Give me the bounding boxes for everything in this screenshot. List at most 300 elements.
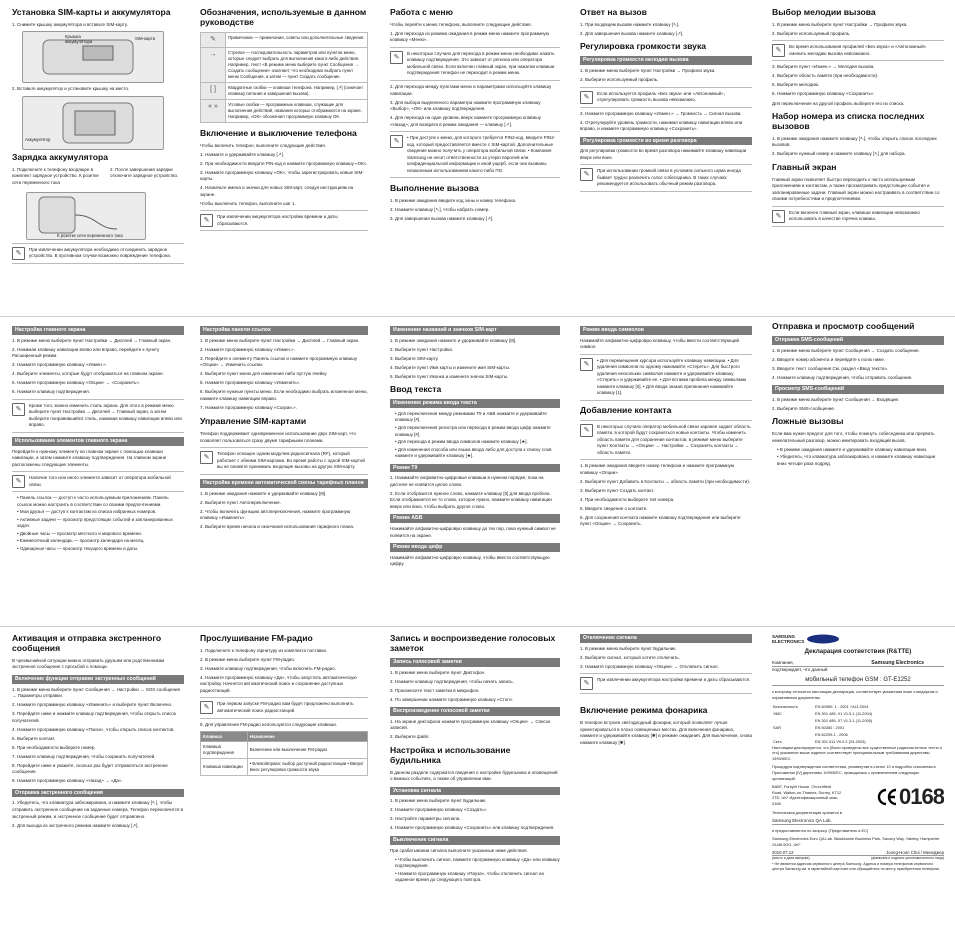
subheading: Регулировка громкости мелодии вызова [580, 56, 752, 65]
note [390, 47, 560, 81]
note [772, 206, 944, 227]
note-text: Наличие того или иного элемента зависит от оператора мобильной связи. [29, 475, 171, 487]
step: 2. После завершения зарядки отключите зарядное устройство. [110, 166, 179, 179]
signer-name: Joong-Hoon Choi / Менеджер [886, 849, 944, 855]
table-cell: ЭМС [773, 710, 782, 716]
step: 4. Отрегулируйте уровень громкости, нажимая клавишу навигации влево или вправо, и нажмите программную клавишу «Сохранить». [580, 119, 743, 132]
note-text: При извлечении аккумулятора настройки времени и даты сбрасываются. [597, 677, 751, 683]
heading-fake-calls: Ложные вызовы [772, 416, 844, 427]
table-row [772, 717, 944, 724]
step: 3. Нажмите программную клавишу «Измен.» → Громкость → Сигнал вызова. [580, 110, 742, 116]
table-row [201, 758, 368, 775]
heading-sos: Активация и отправка экстренного сообщения [12, 634, 162, 653]
note-text: Телефон оснащен одним модулем радиосигнала (RF), который работает с обеими SIM-картами. Во время работы с одной SIM-картой вы не сможете принимать входящие вызовы на другую SIM-карту. [217, 451, 365, 470]
step: 9. Нажмите программную клавишу «Назад» → «Да». [12, 778, 123, 784]
subheading: Просмотр SMS-сообщений [772, 385, 944, 394]
table-cell: SAR [773, 724, 781, 730]
step: 1. В режиме меню выберите пункт Сообщения → Создать сообщение. [772, 347, 920, 353]
r2-col2 [200, 322, 368, 620]
step: 1. В режиме ожидания введите код зоны и номер телефона. [390, 198, 517, 204]
paragraph: Нажимайте алфавитно-цифровую клавишу до тех пор, пока нужный символ не появится на экране. [390, 526, 556, 538]
label-battery: Аккумулятор [25, 136, 51, 142]
step: 4. Нажмите программную клавишу «Сохранить» или клавишу подтверждения. [390, 825, 555, 831]
note-icon: ✎ [390, 51, 403, 64]
notified-body-row [772, 784, 944, 810]
subheading: Режим ввода цифр [390, 543, 560, 552]
heading-charging: Зарядка аккумулятора [12, 151, 109, 162]
paragraph: подтверждает, что данный [772, 666, 828, 672]
r1-col4 [580, 8, 752, 308]
subheading: Изменение названий и значков SIM-карт [390, 326, 560, 335]
heading-voice-notes: Запись и воспроизведение голосовых заметок [390, 634, 556, 653]
bullet: • Двойные часы — просмотр местного и мирового времени. [17, 530, 142, 536]
r1-col2 [200, 8, 368, 308]
step: 5. Выберите контакт. [12, 735, 56, 741]
heading-menu: Работа с меню [390, 8, 453, 17]
paragraph: Главный экран позволяет быстро переходить к часто используемым приложениям и контактам, а также просматривать предстоящие события и запланированные задачи. Главный экран можно настраивать в соответствии со своими потребностями и предпочтениями. [772, 176, 940, 202]
ce-logo-icon [876, 787, 898, 807]
heading-recent-calls: Набор номера из списка последних вызовов [772, 111, 925, 131]
step: 4. Выберите пункт меню для изменения либо пустую ячейку. [200, 371, 328, 377]
note-icon: ✎ [390, 135, 403, 148]
paragraph: и предоставляется по запросу. (Представитель в ЕС) [772, 827, 869, 833]
note-icon: ✎ [200, 701, 213, 714]
step: 3. Нажмите программную клавишу «Опции» → Отключить сигнал. [580, 663, 719, 669]
step: 1. В режиме меню выберите пункт Диктофон. [390, 669, 486, 675]
subheading: Включение функции отправки экстренных сообщений [12, 675, 184, 684]
legend-text: Примечание — примечания, советы или дополнительные сведения. [226, 32, 368, 47]
heading-make-call: Выполнение вызова [390, 183, 479, 194]
bullet: • Одинарные часы — просмотр текущего времени и даты. [17, 545, 139, 551]
note-icon: ✎ [580, 168, 593, 181]
legend-text: Квадратные скобки — клавиши телефона. Например, [↗] (означает клавишу питания и завершения вызова). [226, 82, 368, 99]
table-cell: Клавиша подтверждения [201, 741, 248, 758]
step: 3. Нажмите программную клавишу «ОК», чтобы зарегистрировать новые SIM-карты. [200, 169, 364, 182]
step: 1. В режиме меню выберите пункт Настройки → Профили звука. [772, 21, 908, 27]
table-cell: EN 301 511 V9.0.2 (03-2003) [815, 738, 866, 744]
caption: (место и дата выпуска) [772, 855, 810, 860]
step: 6. При необходимости выберите номер. [12, 744, 96, 750]
step: 2. Для перехода между пунктами меню и параметрами используйте клавишу навигации. [390, 83, 552, 96]
company-label: Компания, [772, 659, 794, 665]
step: 1. В режиме меню выберите пункт Настройки → Профили звука. [580, 68, 716, 74]
heading-text-input: Ввод текста [390, 384, 442, 395]
step: 1. Нажимайте алфавитно-цифровые клавиши в нужном порядке, пока на дисплее не появится целое слово. [390, 475, 544, 487]
bullet: • Мои друзья — доступ к контактам из списка избранных номеров. [17, 509, 157, 515]
table-row [772, 731, 944, 738]
note-icon: ✎ [200, 214, 213, 227]
step: 5. Для управления FM-радио используются следующие клавиши. [200, 721, 338, 727]
step: 2. Выберите файл. [390, 734, 430, 740]
step: 5. Введите сведения о контакте. [580, 505, 648, 511]
table-cell [772, 731, 814, 738]
signature-captions [772, 856, 944, 860]
step: 4. Нажмите программную клавишу «Поиск», чтобы открыть список контактов. [12, 726, 175, 732]
step: 3. Выберите пункт «Измен.» → Мелодия вызова. [772, 64, 875, 70]
table-cell: Включение или выключение FM-радио [247, 741, 367, 758]
legend-row [201, 82, 368, 99]
footnote: * Не является адресом сервисного центра Samsung. Адреса и номера телефонов сервисного центра Samsung см. в гарантийной карточке или обращайтесь по месту приобретения телефона. [772, 861, 940, 872]
step: 4. Назначьте имена и значки для новых SIM-карт, следуя инструкциям на экране. [200, 185, 354, 197]
bullet: • Нажмите программную клавишу «Пауза», чтобы отключить сигнал на заданное время до следующего повтора. [395, 870, 544, 883]
table-cell [772, 717, 814, 724]
note [12, 243, 184, 264]
step: 2. Выберите нужный номер и нажмите клавишу [↖] для набора. [772, 151, 906, 157]
subheading: Выключение сигнала [390, 836, 560, 845]
label-sim: SIM-карта [135, 36, 156, 42]
paragraph: Для переключения на другой профиль выберите его из списка. [772, 100, 905, 106]
subheading: Отправка SMS-сообщений [772, 336, 944, 345]
paragraph: Перейдите к нужному элементу на главном экране с помощью клавиши навигации, а затем нажмите клавишу подтверждения. На главном экране расположены следующие элементы. [12, 448, 167, 467]
step: 5. Выберите мелодию. [772, 82, 820, 88]
step: 1. В режиме ожидания нажмите и удерживайте клавишу [⊟]. [200, 490, 327, 496]
step: 1. Подключите к телефону входящее в комплект зарядное устройство. К розетке сети переменного тока [12, 166, 99, 185]
bullet: • Убедитесь, что клавиатура заблокирована, и нажмите клавишу навигации вниз четыре раза подряд. [777, 454, 936, 466]
step: 3. Нажмите клавишу подтверждения, чтобы включить FM-радио. [200, 665, 336, 671]
paragraph: При срабатывании сигнала выполните указанные ниже действия. [390, 847, 528, 853]
ce-number: 0168 [899, 783, 944, 809]
r3-col3 [390, 634, 560, 934]
note-icon: ✎ [580, 677, 593, 690]
step: 2. Выберите пункт Настройка. [390, 346, 453, 352]
step: 2. Введите номер абонента и перейдите к полю ниже. [772, 356, 886, 362]
step: 1. Подключите к телефону гарнитуру из комплекта поставки. [200, 647, 328, 653]
bullet: • В режиме ожидания нажмите и удерживайте клавишу навигации вниз. [777, 446, 928, 452]
step: 2. Выберите используемый профиль. [772, 30, 851, 36]
arrow-icon: → [201, 47, 226, 82]
paragraph: Настоящим декларируется, что [были проведены все существенные радиочастотные тесты и что] указанное выше изделие соответствует принципиальным требованиям директивы 1999/5/EC. [772, 744, 942, 762]
r2-col1 [12, 322, 184, 620]
step: 1. В режиме меню выберите пункт Будильник. [580, 645, 677, 651]
step: 1. В режиме ожидания нажмите и удерживайте клавишу [⊟]. [390, 337, 517, 343]
heading-sim-management: Управление SIM-картами [200, 416, 307, 427]
heading-power: Включение и выключение телефона [200, 127, 357, 138]
r3-col4 [580, 634, 752, 934]
declaration-title: Декларация соответствия (R&TTE) [804, 647, 912, 655]
r3-col2 [200, 634, 368, 934]
legend-row [201, 47, 368, 82]
fm-keys-table [200, 731, 368, 776]
step: 6. Нажмите программную клавишу «Сохранить». [772, 91, 875, 97]
charging-steps [12, 167, 184, 189]
step: 1. Нажмите и удерживайте клавишу [↗]. [200, 151, 284, 157]
step: 6. Нажмите клавишу подтверждения. [12, 389, 90, 395]
step: 5. Нажмите программную клавишу «Опции» → «Сохранить». [12, 380, 141, 386]
note [580, 87, 752, 108]
step: 2. При необходимости введите PIN-код и нажмите программную клавишу «ОК». [200, 160, 368, 166]
legend-row [201, 32, 368, 47]
note-text: При извлечении аккумулятора необходимо отсоединить зарядное устройство. В противном случае возможно повреждение телефона. [29, 246, 172, 259]
paragraph: В данном разделе содержатся сведения о настройке будильника и оповещений о важных событиях, а также об управлении ими. [390, 769, 558, 782]
heading-volume: Регулировка громкости звука [580, 41, 707, 52]
step: 3. Для выбора выделенного параметра нажмите программную клавишу «Выбор», «ОК» или клавишу подтверждения. [390, 99, 541, 112]
step: 2. Выберите сигнал, который хотите отключить. [580, 654, 680, 660]
step: 3. Для завершения вызова нажмите клавишу [↗]. [390, 216, 494, 222]
paragraph: Нажимайте алфавитно-цифровую клавишу, чтобы ввести соответствующий символ. [580, 337, 740, 350]
note [12, 471, 184, 492]
step: 7. Нажмите клавишу подтверждения, чтобы сохранить получателей. [12, 753, 156, 759]
battery-illustration [22, 96, 164, 150]
paragraph: Телефон поддерживает одновременное использование двух SIM-карт, что позволяет пользоваться сразу двумя тарифными планами. [200, 431, 357, 443]
step: 4. Для перехода на один уровень вверх нажмите программную клавишу «Назад»; для возврата в режим ожидания — клавишу [↗]. [390, 115, 541, 127]
step: 3. Введите текст сообщения См. раздел «Ввод текста». [772, 365, 889, 371]
step: 1. В режиме ожидания нажмите клавишу [↖], чтобы открыть список последних вызовов. [772, 135, 937, 148]
legend-row [201, 99, 368, 122]
step: 1. Для перехода из режима ожидания в режим меню нажмите программную клавишу «Меню». [390, 30, 550, 43]
table-row [772, 703, 944, 710]
paragraph: к которому относится настоящая декларация, соответствует указанным ниже стандартам и нормативным документам. [772, 688, 938, 700]
note [580, 420, 752, 461]
step: 1. В режиме меню выберите пункт Сообщения → Входящие. [772, 396, 900, 402]
step: 5. Выберите пункт Иконка и измените значок SIM-карты. [390, 373, 509, 379]
bullet: • Чтобы выключить сигнал, нажмите программную клавишу «Да» или клавишу подтверждения. [395, 856, 560, 869]
heading-home-screen: Главный экран [772, 161, 837, 172]
table-row [201, 741, 368, 758]
bullet: • Для перехода в режим ввода символов нажмите клавишу [★]. [395, 439, 528, 445]
subheading: Воспроизведение голосовой заметки [390, 707, 560, 716]
address: Samsung Electronics Euro QA Lab. Blackbushe Business Park, Saxony Way, Yateley, Hampshire, GU46 6GG, UK* [772, 836, 941, 847]
note-icon: ✎ [201, 32, 226, 47]
step: 3. Настройте параметры сигнала. [390, 816, 461, 822]
step: 6. Для сохранения контакта нажмите клавишу подтверждения или выберите пункт «Опции» → Сохранить. [580, 514, 741, 527]
subheading: Режим АБВ [390, 514, 560, 523]
square-brackets-icon: [ ] [201, 82, 226, 99]
table-cell: • Влево/вправо: выбор доступной радиостанции • Вверх/вниз: регулировка громкости звука [247, 758, 367, 775]
table-cell: EN 301 489- 07 V1.3.1 (11-2005) [815, 717, 873, 723]
step: 3. Нажмите программную клавишу «Измен.». [12, 362, 107, 368]
table-row [772, 724, 944, 731]
step: 2. Нажмите программную клавишу «Изменить» и выберите пункт Включено. [12, 702, 173, 708]
step: 3. Чтобы включить функцию автопереключения, нажмите программную клавишу «Изменить». [200, 508, 351, 521]
step: 4. Выберите область памяти (при необходимости). [772, 73, 879, 79]
note [772, 40, 944, 61]
legend-text: Угловые скобки — программные клавиши, служащие для выполнения действий, названия которых отображаются на экране. Например, «ОК» обозначает программную клавишу ОК. [226, 99, 368, 122]
r3-col5 [772, 634, 944, 934]
note-icon: ✎ [12, 247, 25, 260]
step: 4. Выберите пункт Имя карты и измените имя SIM-карты. [390, 364, 511, 370]
legend-text: Стрелка — последовательность параметров или пунктов меню, которые следует выбрать для выполнения какого-либо действия. Например, текст «В режиме меню выберите пункт Сообщения → Создать сообщение» означает, что необходимо выбрать пункт меню Сообщения, а затем — пункт Создать сообщение. [226, 47, 368, 82]
step: 2. Нажмите клавишу [↖], чтобы набрать номер. [390, 207, 490, 213]
note [200, 210, 368, 231]
company-name: Samsung Electronics [871, 659, 924, 666]
row-divider [0, 626, 955, 627]
table-cell: Безопасность [773, 703, 798, 709]
r3-col1 [12, 634, 184, 934]
bullet: • Для переключения между режимами T9 и АБВ нажмите и удерживайте клавишу [#]. [395, 410, 547, 423]
step: 2. Выберите пункт Добавить в Контакты → область памяти (при необходимости). [580, 478, 751, 484]
r1-col3 [390, 8, 560, 308]
r1-col1 [12, 8, 184, 308]
subheading: Настройка главного экрана [12, 326, 184, 335]
address: BABT, Forsyth House, Churchfield Road, Walton-on-Thames, Surrey, KT12 2TD, UK* Идентификационный знак: 0168 [772, 784, 842, 807]
note-text: • При доступе к меню, для которого требуется PIN2-код, введите PIN2-код, который предоставляется вместе с SIM-картой. Дополнительные сведения можно получить у оператора мобильной связи. • Компания Samsung не несет ответственности за утерю паролей или конфиденциальной информации и иной ущерб, если они вызваны незаконным использованием какого-либо ПО. [407, 135, 556, 173]
step: 3. Произнесите текст заметки в микрофон. [390, 687, 480, 693]
heading-conventions: Обозначения, используемые в данном руководстве [200, 8, 367, 27]
subheading: Отключение сигнала [580, 634, 752, 643]
step: 7. Нажмите программную клавишу «Сохран.». [200, 404, 297, 410]
step: 1. Убедитесь, что клавиатура заблокирована, и нажмите клавишу [↖], чтобы отправить экстренное сообщение на заданные номера. Телефон переключится в экстренный режим, и экстренное сообщение будет отправлено. [12, 800, 184, 819]
step: 1. В режиме меню выберите пункт Настройки → Дисплей → Главный экран. [12, 337, 172, 343]
step: 2. Если отобразится нужное слово, нажмите клавишу [0] для ввода пробела. Если отображается не то слово, которое нужно, нажмите клавишу навигации вверх или вниз, чтобы выбрать другое слово. [390, 490, 552, 509]
note-text: При первом запуске FM-радио вам будет предложено выполнить автоматический поиск радиостанций. [217, 701, 354, 713]
step: 4. Выберите время начала и окончания использования тарифного плана. [200, 524, 355, 530]
r2-col5 [772, 322, 944, 620]
subheading: Изменение режима ввода текста [390, 399, 560, 408]
paragraph: Для регулировки громкости во время разговора нажимайте клавишу навигации вверх или вниз. [580, 148, 747, 160]
product-line: мобильный телефон GSM : GT-E1252 [772, 676, 944, 687]
table-row [772, 738, 944, 745]
step: 6. Выберите нужные пункты меню. Если необходимо выбрать вложенное меню, нажмите клавишу навигации вправо. [200, 389, 368, 401]
heading-answer-call: Ответ на вызов [580, 8, 647, 17]
step: 2. Для завершения вызова нажмите клавишу [↗]. [580, 30, 684, 36]
step: 4. При необходимости выберите тип номера. [580, 496, 675, 502]
step: 2. Вставьте аккумулятор и установите крышку на место. [12, 86, 130, 92]
heading-alarm: Настройка и использование будильника [390, 744, 511, 765]
note-text: В некоторых случаях оператор мобильной связи заранее задает область памяти, в которой будут сохраняться новые контакты. Чтобы изменить область памяти для сохранения контактов, в режиме меню выберите пункт Контакты → «Опции» → Настройки → Сохранять контакты → область памяти. [597, 423, 751, 455]
r1-col5 [772, 8, 944, 308]
note-text: Кроме того, можно изменить стиль экрана. Для этого в режиме меню выберите пункт Настройки → Дисплей → Главный экран, а затем выберите понравившийся стиль, нажимая клавишу навигации влево или вправо. [29, 402, 182, 428]
heading-add-contact: Добавление контакта [580, 404, 672, 415]
table-cell: EN 62209-1 : 2006 [815, 731, 848, 737]
table-cell: EN 50360 : 2001 [815, 724, 845, 730]
step: 4. Нажмите клавишу подтверждения, чтобы отправить сообщение. [772, 374, 913, 380]
subheading: Запись голосовой заметки [390, 658, 560, 667]
note-text: Во время использования профилей «Без звука» и «Автономный» сменить мелодию вызова невозможно. [789, 44, 927, 56]
note-icon: ✎ [772, 44, 785, 57]
label-outlet: К розетке сети переменного тока [57, 232, 123, 238]
note-icon: ✎ [580, 91, 593, 104]
step: 4. Выберите элементы, которые будут отображаться на главном экране. [12, 371, 164, 377]
note-icon: ✎ [580, 358, 593, 371]
paragraph: Чтобы перейти к меню телефона, выполните следующие действия. [390, 21, 532, 27]
paragraph: В телефон встроен светодиодный фонарик, который позволяет лучше ориентироваться в плохо освещенных местах. Для включения фонарика, нажмите и удерживайте клавишу [✱] в режиме ожидания. Для выключения, снова нажмите клавишу [✱]. [580, 720, 752, 745]
column-header: Клавиша [201, 731, 248, 741]
subheading: Отправка экстренного сообщения [12, 789, 184, 798]
subheading: Использование элементов главного экрана [12, 437, 184, 446]
step: 2. Выберите пункт Автопереключение. [200, 499, 281, 505]
heading-messages: Отправка и просмотр сообщений [772, 322, 915, 331]
note-icon: ✎ [580, 424, 593, 437]
note-text: • Для перемещения курсора используйте клавишу навигации. • Для удаления символов по одному нажимайте «Стереть». Для быстрого удаления нескольких символов нажмите и удерживайте клавишу «Стереть» и удерживайте ее. • Для вставки пробела между символами нажмите клавишу [0]. • Для ввода знаков препинания нажимайте клавишу [1]. [597, 357, 747, 396]
step: 2. Нажмите программную клавишу «Создать». [390, 807, 488, 813]
step: 1. В режиме меню выберите пункт Настройки → Дисплей → Главный экран. [200, 337, 360, 343]
note-icon: ✎ [772, 210, 785, 223]
note-icon: ✎ [200, 451, 213, 464]
step: 2. Выберите используемый профиль. [580, 77, 659, 83]
note [12, 399, 184, 433]
note-text: Если используется профиль «Без звука» или «Автономный», отрегулировать громкость вызова невозможно. [597, 90, 725, 103]
lab-name: Samsung Electronics QA Lab. [772, 818, 944, 826]
subheading: Режим ввода символов [580, 326, 752, 335]
angle-brackets-icon: « » [201, 99, 226, 122]
step: 3. Выберите SIM-карту. [390, 355, 439, 361]
table-row [772, 710, 944, 717]
samsung-ellipse-logo [806, 634, 840, 644]
step: 2. В режиме меню выберите пункт FM-радио. [200, 656, 296, 662]
r2-col4 [580, 322, 752, 620]
step: 2. Для выхода из экстренного режима нажмите клавишу [↗]. [12, 822, 139, 828]
paragraph: Чтобы выключить телефон, выполните шаг 1. [200, 200, 296, 206]
subheading: Регулировка громкости во время разговора [580, 137, 752, 146]
note [580, 354, 752, 401]
table-cell: Сеть [773, 738, 782, 744]
note-text: В некоторых случаях для перехода в режим меню необходимо нажать клавишу подтверждения. Это зависит от региона или оператора мобильной связи. Если включен главный экран, при нажатии клавиши подтверждения телефон не переходит в режим меню. [407, 50, 555, 76]
note [200, 447, 368, 475]
table-header [201, 731, 368, 741]
step: 1. На экране диктофона нажмите программную клавишу «Опции» → Список записей. [390, 718, 551, 731]
step: 1. Снимите крышку аккумулятора и вставьте SIM-карту. [12, 21, 128, 27]
r2-col3 [390, 322, 560, 620]
bullet: • Панель ссылок — доступ к часто используемым приложениям. Панель ссылок можно настроить в соответствии со своими предпочтениями. [17, 495, 169, 507]
note [580, 673, 752, 694]
issue-date: 2010.07.12 [772, 849, 794, 855]
table-cell: EN 60950- 1 : 2001 +A11:2004 [815, 703, 869, 709]
column-header: Назначение [247, 731, 367, 741]
ce-mark [876, 784, 944, 810]
note-icon: ✎ [12, 403, 25, 416]
legend-table [200, 32, 368, 123]
heading-sim-install: Установка SIM-карты и аккумулятора [12, 8, 171, 17]
note-text: При использовании громкой связи в условиях сильного шума иногда бывает трудно различить голос собеседника. В таких случаях рекомендуется использовать обычный режим разговора. [597, 168, 741, 187]
heading-flashlight: Включение режима фонарика [580, 705, 708, 716]
step: 5. Нажмите программную клавишу «Изменить». [200, 380, 301, 386]
paragraph: Техническая документация хранится в [772, 809, 842, 815]
step: 3. Перейдите ниже и нажмите клавишу подтверждения, чтобы открыть список получателей. [12, 711, 176, 723]
step: 1. При входящем вызове нажмите клавишу [↖]. [580, 21, 680, 27]
step: 2. Выберите SMS-сообщение. [772, 405, 836, 411]
heading-fm-radio: Прослушивание FM-радио [200, 634, 313, 643]
standards-table [772, 703, 944, 745]
note [390, 131, 560, 178]
step: 4. Нажмите программную клавишу «Да», чтобы запустить автоматическую настройку. Начнется автоматический поиск и сохранение доступных радиостанций. [200, 674, 357, 693]
caption: (фамилия и подпись уполномоченного лица) [871, 855, 944, 860]
paragraph: Нажимайте алфавитно-цифровую клавишу, чтобы ввести соответствующую цифру. [390, 554, 550, 567]
note-text: При извлечении аккумулятора настройки времени и даты сбрасываются. [217, 214, 338, 226]
logo-row [772, 634, 944, 645]
note-icon: ✎ [12, 475, 25, 488]
step: 1. В режиме меню выберите пункт Будильник. [390, 798, 487, 804]
note [580, 164, 752, 192]
note [200, 697, 368, 718]
subheading: Настройка панели ссылок [200, 326, 368, 335]
paragraph: Чтобы включить телефон, выполните следующие действия. [200, 142, 326, 148]
step: 2. Нажмите клавишу подтверждения, чтобы начать запись. [390, 678, 514, 684]
paragraph: В чрезвычайной ситуации можно отправить друзьям или родственникам экстренное сообщение с просьбой о помощи. [12, 657, 165, 670]
label-cover: Крышка аккумулятора [65, 34, 93, 45]
step: 1. В режиме ожидания введите номер телефона и нажмите программную клавишу «Опции». [580, 463, 735, 475]
note-text: Если включен главный экран, клавиши навигации невозможно использовать в качестве горячих клавиш. [789, 209, 920, 222]
subheading: Настройка времени автоматической смены тарифных планов [200, 479, 368, 488]
step: 8. Перейдите ниже и укажите, сколько раз будет отправляться экстренное сообщение. [12, 762, 168, 775]
table-cell: Клавиша навигации [201, 758, 248, 775]
bullet: • Активные задачи — просмотр предстоящих событий и запланированных задач. [17, 516, 173, 529]
bullet: • Для изменения способа или языка ввода либо для доступа к списку слов нажмите и удерживайте клавишу [★]. [395, 446, 552, 459]
bullet: • Ежемесячный календарь — просмотр календаря на месяц. [17, 538, 145, 544]
heading-ringtone: Выбор мелодии вызова [772, 8, 876, 17]
row-divider [0, 316, 955, 317]
company-line [772, 660, 944, 667]
paragraph: Если вам нужен предлог для того, чтобы покинуть собеседника или прервать нежелательный разговор, можно имитировать входящий вызов. [772, 431, 935, 443]
charger-illustration [26, 192, 146, 240]
step: 4. По завершении нажмите программную клавишу «Стоп». [390, 696, 514, 702]
step: 3. Выберите пункт Создать контакт. [580, 487, 655, 493]
step: 2. Нажимая клавишу навигации влево или вправо, перейдите к пункту Расширенный режим. [12, 346, 160, 359]
subheading: Установка сигнала [390, 787, 560, 796]
step: 1. В режиме меню выберите пункт Сообщения → Настройки → SOS сообщения → Параметры отправки. [12, 686, 180, 699]
step: 3. Перейдите к элементу Панель ссылок и нажмите программную клавишу «Опции» → Изменить ссылки. [200, 355, 358, 368]
table-cell: EN 301 489- 01 V1.5.1 (11-2004) [815, 710, 873, 716]
step: 2. Нажмите программную клавишу «Измен.». [200, 346, 295, 352]
